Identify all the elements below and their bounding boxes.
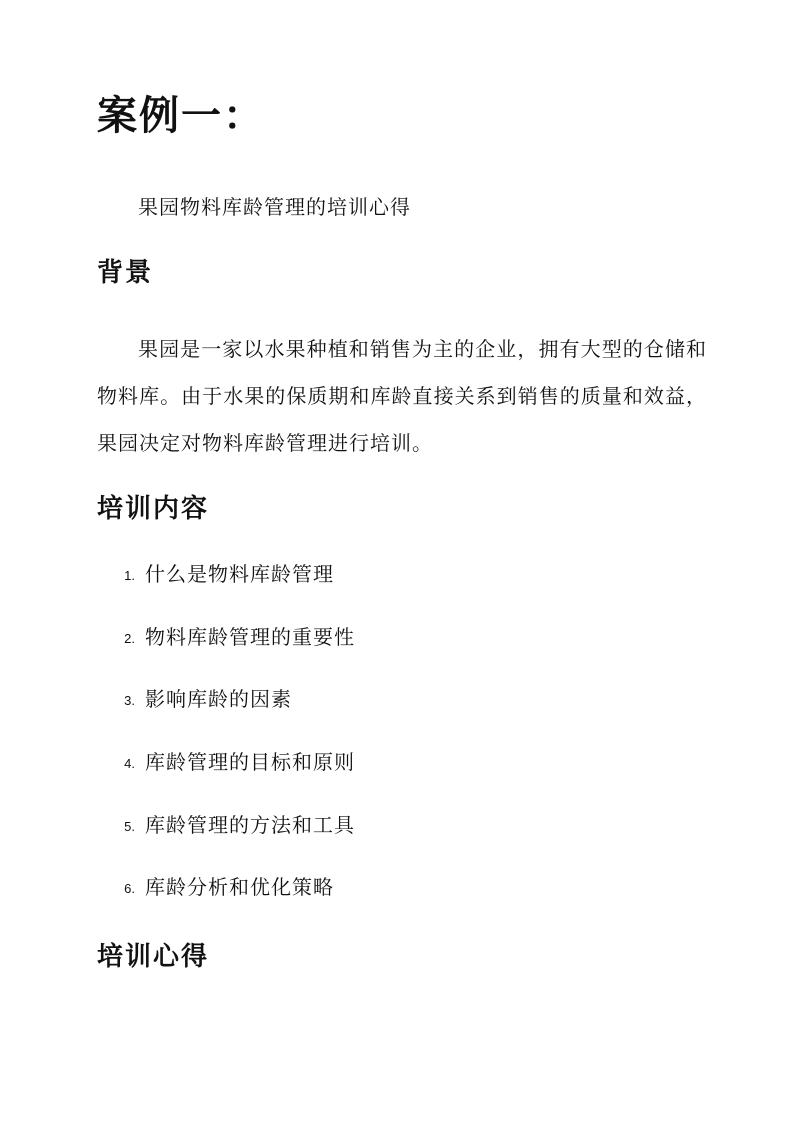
list-item-number: 5.: [124, 818, 135, 834]
list-item-number: 1.: [124, 568, 135, 583]
list-item: [97, 811, 355, 874]
list-item-text: 影响库龄的因素: [145, 687, 292, 712]
section-heading-experience: 培训心得: [97, 942, 210, 972]
list-item-number: 6.: [124, 881, 135, 897]
background-paragraph: 果园是一家以水果种植和销售为主的企业，拥有大型的仓储和物料库。由于水果的保质期和库龄直接关系到销售的质量和效益，果园决定对物料库龄管理进行培训。: [97, 337, 707, 455]
list-item: [97, 873, 355, 936]
section-heading-background: 背景: [97, 258, 154, 288]
list-item: [97, 685, 355, 748]
document-title: 案例一：: [97, 92, 265, 139]
list-item-number: 4.: [124, 756, 135, 772]
section-heading-training-content: 培训内容: [97, 494, 210, 524]
list-item: [97, 748, 355, 811]
list-item-text: 什么是物料库龄管理: [145, 562, 334, 586]
list-item-text: 物料库龄管理的重要性: [145, 624, 355, 649]
list-item-text: 库龄管理的方法和工具: [145, 812, 355, 837]
training-content-list: [97, 560, 355, 936]
list-item-number: 3.: [124, 693, 135, 709]
list-item-text: 库龄分析和优化策略: [145, 875, 334, 900]
list-item: [97, 560, 355, 623]
list-item-number: 2.: [124, 630, 135, 646]
list-item: [97, 623, 355, 686]
document-subtitle: 果园物料库龄管理的培训心得: [138, 195, 411, 219]
list-item-text: 库龄管理的目标和原则: [145, 750, 355, 775]
